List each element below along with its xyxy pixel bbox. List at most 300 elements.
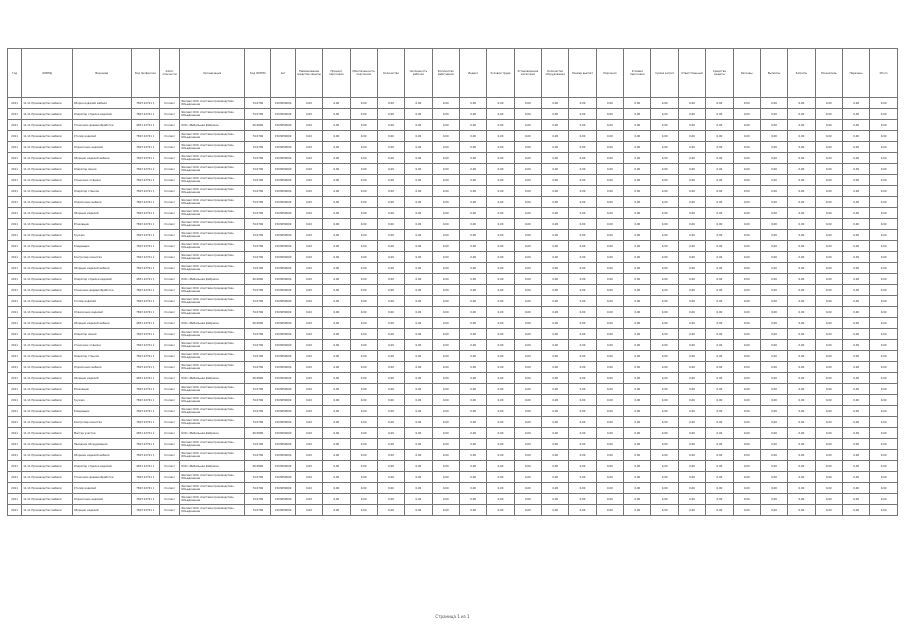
table-cell: 0,00: [405, 494, 432, 505]
table-row: [8, 98, 898, 109]
column-header: Условия труда: [487, 49, 514, 98]
table-cell: Столяр изделий: [72, 483, 131, 494]
table-cell: 0,00: [760, 472, 787, 483]
table-cell: 0,00: [514, 263, 541, 274]
table-cell: 0,00: [788, 252, 815, 263]
table-cell: 2011: [8, 142, 22, 153]
table-cell: 0,00: [788, 428, 815, 439]
table-cell: Филиал ООО «Система производства» Объединение: [180, 417, 245, 428]
table-cell: 0,00: [842, 373, 869, 384]
table-cell: 0,00: [815, 461, 842, 472]
table-cell: 0,00: [870, 197, 898, 208]
table-cell: 0,00: [542, 285, 569, 296]
table-cell: 0,00: [870, 340, 898, 351]
table-cell: 0,00: [487, 285, 514, 296]
table-cell: 0,00: [678, 208, 705, 219]
table-cell: 0,00: [706, 120, 733, 131]
table-cell: 0,00: [569, 230, 596, 241]
table-cell: 0,00: [706, 252, 733, 263]
table-row: [8, 362, 898, 373]
table-cell: 0,00: [542, 417, 569, 428]
table-cell: 11.11 Производство мебели: [22, 340, 73, 351]
table-cell: 0,00: [459, 285, 486, 296]
table-cell: 2011: [8, 406, 22, 417]
table-cell: 0,00: [624, 428, 651, 439]
table-cell: 0,00: [405, 362, 432, 373]
table-cell: 2011: [8, 450, 22, 461]
table-cell: 0,00: [514, 351, 541, 362]
table-cell: 11.11 Производство мебели: [22, 505, 73, 516]
table-cell: 0,00: [569, 450, 596, 461]
table-cell: 0,00: [624, 329, 651, 340]
table-cell: 0,00: [596, 197, 623, 208]
table-cell: 1503650000: [271, 142, 295, 153]
table-cell: 0,00: [788, 483, 815, 494]
table-cell: 0,00: [706, 186, 733, 197]
table-cell: 0,00: [350, 186, 377, 197]
table-cell: 0,00: [459, 307, 486, 318]
table-cell: 0,00: [815, 208, 842, 219]
table-cell: 74 6700: [245, 483, 271, 494]
table-cell: 0,00: [596, 450, 623, 461]
table-cell: 74 6700: [245, 417, 271, 428]
table-cell: 0,00: [377, 439, 404, 450]
table-cell: 2011: [8, 428, 22, 439]
table-cell: 0,00: [870, 428, 898, 439]
table-cell: 0,00: [295, 329, 322, 340]
table-cell: Столяр изделий: [72, 296, 131, 307]
table-cell: 0,00: [487, 417, 514, 428]
table-cell: 0,00: [706, 153, 733, 164]
table-cell: Сборщик изделий мебели: [72, 263, 131, 274]
table-cell: 74 6700: [245, 109, 271, 120]
table-cell: 0,00: [432, 461, 459, 472]
table-cell: 0,00: [870, 109, 898, 120]
table-cell: 0,00: [323, 219, 350, 230]
table-cell: 1503650000: [271, 329, 295, 340]
column-header: Численность рабочих: [405, 49, 432, 98]
table-cell: 0,00: [870, 483, 898, 494]
table-cell: Филиал ООО «Система производства» Объединение: [180, 351, 245, 362]
table-cell: 11.11 Производство мебели: [22, 406, 73, 417]
table-cell: 0,00: [706, 219, 733, 230]
table-cell: 0,00: [624, 494, 651, 505]
table-cell: 0,00: [569, 120, 596, 131]
table-cell: Станочник отделки: [72, 340, 131, 351]
table-cell: Контролер качества: [72, 417, 131, 428]
table-cell: 0,00: [377, 373, 404, 384]
table-cell: 0,00: [569, 197, 596, 208]
table-cell: 0,00: [624, 406, 651, 417]
table-cell: 0,00: [733, 230, 760, 241]
table-cell: 0,00: [733, 483, 760, 494]
table-cell: 46 6800: [245, 318, 271, 329]
table-cell: 0,00: [815, 285, 842, 296]
table-cell: 0,00: [733, 153, 760, 164]
table-cell: 0,00: [514, 318, 541, 329]
table-cell: 0,00: [678, 263, 705, 274]
table-cell: 0,00: [760, 439, 787, 450]
table-cell: 74 6700: [245, 98, 271, 109]
table-cell: 0,00: [295, 230, 322, 241]
table-cell: 0,00: [514, 208, 541, 219]
table-cell: III класс: [160, 417, 180, 428]
table-cell: 11.11 Производство мебели: [22, 175, 73, 186]
table-cell: 0,00: [405, 450, 432, 461]
table-cell: 0,00: [733, 505, 760, 516]
table-cell: 2011: [8, 351, 22, 362]
table-cell: 0,00: [514, 483, 541, 494]
table-cell: 0,00: [542, 164, 569, 175]
table-cell: 0,00: [788, 362, 815, 373]
table-cell: III класс: [160, 120, 180, 131]
table-cell: 11.11 Производство мебели: [22, 450, 73, 461]
table-cell: 0,00: [842, 329, 869, 340]
table-cell: III класс: [160, 395, 180, 406]
table-cell: 0,00: [788, 494, 815, 505]
table-cell: 0,00: [542, 384, 569, 395]
table-cell: 0,00: [870, 373, 898, 384]
table-cell: III класс: [160, 263, 180, 274]
table-row: [8, 450, 898, 461]
table-cell: 0,00: [569, 208, 596, 219]
table-cell: 0,00: [569, 131, 596, 142]
table-cell: 0,00: [569, 494, 596, 505]
table-row: [8, 307, 898, 318]
table-cell: 0,00: [706, 483, 733, 494]
table-cell: 0,00: [295, 98, 322, 109]
table-cell: 0,00: [350, 318, 377, 329]
table-cell: 74 6700: [245, 472, 271, 483]
table-cell: 74 6700: [245, 494, 271, 505]
table-cell: 0,00: [733, 142, 760, 153]
table-cell: 11.11 Производство мебели: [22, 153, 73, 164]
table-cell: 0,00: [842, 362, 869, 373]
table-cell: 0,00: [760, 494, 787, 505]
table-cell: Оператор станков: [72, 186, 131, 197]
table-cell: 0,00: [788, 439, 815, 450]
table-cell: 0,00: [596, 241, 623, 252]
table-cell: 0,00: [405, 142, 432, 153]
table-cell: 1503650000: [271, 307, 295, 318]
table-cell: 74 6700: [245, 285, 271, 296]
table-cell: 0,00: [377, 395, 404, 406]
table-cell: 1503650000: [271, 351, 295, 362]
table-cell: 0,00: [870, 461, 898, 472]
table-cell: 0,00: [377, 406, 404, 417]
table-cell: 0,00: [459, 230, 486, 241]
table-cell: ООО «Мебельная фабрика»: [180, 461, 245, 472]
table-cell: 0,00: [323, 329, 350, 340]
table-cell: 0,00: [624, 274, 651, 285]
table-cell: 0,00: [651, 153, 678, 164]
table-cell: 1503650000: [271, 472, 295, 483]
table-cell: 0,00: [432, 219, 459, 230]
table-cell: 0,00: [377, 175, 404, 186]
table-cell: 0,00: [323, 131, 350, 142]
table-cell: Филиал ООО «Система производства» Объединение: [180, 329, 245, 340]
table-cell: 0,00: [432, 483, 459, 494]
table-cell: 0,00: [842, 186, 869, 197]
table-cell: 0,00: [706, 351, 733, 362]
table-cell: 0,00: [760, 428, 787, 439]
table-cell: 0,00: [405, 197, 432, 208]
table-cell: 46 6800: [245, 274, 271, 285]
table-cell: 0,00: [459, 483, 486, 494]
table-cell: 0,00: [760, 120, 787, 131]
table-cell: 0,00: [459, 131, 486, 142]
table-cell: 0,00: [815, 329, 842, 340]
table-cell: 0,00: [350, 384, 377, 395]
table-cell: 0,00: [487, 307, 514, 318]
table-cell: 0,00: [596, 296, 623, 307]
table-cell: 0,00: [596, 406, 623, 417]
table-cell: 0,00: [760, 186, 787, 197]
table-cell: 0,00: [569, 406, 596, 417]
table-cell: 0,00: [842, 208, 869, 219]
table-cell: 7823 22721 1: [131, 219, 159, 230]
table-cell: 0,00: [706, 395, 733, 406]
column-header: Код профессии: [131, 49, 159, 98]
table-cell: 0,00: [678, 296, 705, 307]
table-cell: ООО «Мебельная фабрика»: [180, 274, 245, 285]
table-cell: 1503650000: [271, 263, 295, 274]
table-cell: 0,00: [569, 153, 596, 164]
table-cell: 0,00: [569, 329, 596, 340]
table-cell: 0,00: [842, 98, 869, 109]
table-cell: Мастер участка: [72, 428, 131, 439]
table-cell: 7823 22721 1: [131, 153, 159, 164]
table-cell: 0,00: [870, 362, 898, 373]
table-cell: 0,00: [295, 219, 322, 230]
table-cell: 0,00: [651, 307, 678, 318]
table-cell: III класс: [160, 241, 180, 252]
table-cell: 0,00: [432, 109, 459, 120]
table-row: [8, 428, 898, 439]
table-cell: 0,00: [432, 395, 459, 406]
table-cell: 11.11 Производство мебели: [22, 318, 73, 329]
table-cell: 0,00: [432, 153, 459, 164]
table-cell: 0,00: [651, 252, 678, 263]
table-cell: 0,00: [596, 252, 623, 263]
table-cell: 0,00: [323, 318, 350, 329]
table-cell: 1503650000: [271, 274, 295, 285]
table-cell: 0,00: [350, 307, 377, 318]
table-cell: III класс: [160, 428, 180, 439]
table-cell: 0,00: [514, 362, 541, 373]
table-cell: 11.11 Производство мебели: [22, 120, 73, 131]
table-cell: 0,00: [514, 472, 541, 483]
table-cell: 0,00: [350, 351, 377, 362]
table-cell: 0,00: [788, 285, 815, 296]
table-cell: 0,00: [733, 296, 760, 307]
table-cell: 7823 22721 1: [131, 406, 159, 417]
table-cell: 0,00: [760, 351, 787, 362]
table-cell: 0,00: [377, 186, 404, 197]
table-cell: 0,00: [624, 263, 651, 274]
table-cell: 0,00: [733, 494, 760, 505]
table-cell: 0,00: [760, 483, 787, 494]
table-cell: 7823 22721 1: [131, 362, 159, 373]
table-cell: 0,00: [596, 384, 623, 395]
table-cell: 0,00: [788, 186, 815, 197]
table-cell: 2011: [8, 318, 22, 329]
table-cell: 46 6800: [245, 428, 271, 439]
table-cell: Филиал ООО «Система производства» Объединение: [180, 296, 245, 307]
table-cell: 0,00: [432, 351, 459, 362]
table-cell: 0,00: [842, 120, 869, 131]
table-cell: 0,00: [733, 186, 760, 197]
table-cell: 11.11 Производство мебели: [22, 164, 73, 175]
table-cell: 0,00: [514, 164, 541, 175]
table-cell: 0,00: [295, 153, 322, 164]
table-cell: 0,00: [815, 340, 842, 351]
table-cell: 0,00: [350, 142, 377, 153]
table-cell: 2011: [8, 274, 22, 285]
table-cell: 0,00: [487, 406, 514, 417]
table-cell: 0,00: [842, 307, 869, 318]
table-cell: Отделочник изделий: [72, 307, 131, 318]
table-row: [8, 153, 898, 164]
table-cell: 0,00: [815, 384, 842, 395]
table-cell: 0,00: [706, 175, 733, 186]
table-cell: 0,00: [678, 109, 705, 120]
table-cell: 0,00: [815, 197, 842, 208]
table-cell: 0,00: [596, 373, 623, 384]
table-cell: Филиал ООО «Система производства» Объединение: [180, 142, 245, 153]
table-cell: 2011: [8, 186, 22, 197]
table-cell: 0,00: [432, 340, 459, 351]
table-cell: 0,00: [706, 197, 733, 208]
table-cell: 2011: [8, 307, 22, 318]
table-cell: 0,00: [596, 351, 623, 362]
table-cell: 0,00: [405, 351, 432, 362]
table-cell: 0,00: [596, 307, 623, 318]
table-cell: 0,00: [815, 241, 842, 252]
table-cell: 0,00: [706, 362, 733, 373]
table-cell: III класс: [160, 197, 180, 208]
table-cell: 0,00: [624, 230, 651, 241]
table-cell: 0,00: [678, 461, 705, 472]
table-cell: 1503650000: [271, 241, 295, 252]
table-cell: 0,00: [842, 439, 869, 450]
table-cell: 0,00: [459, 461, 486, 472]
table-cell: Филиал ООО «Система производства» Объединение: [180, 252, 245, 263]
table-cell: 0,00: [706, 461, 733, 472]
table-cell: 0,00: [870, 252, 898, 263]
table-cell: Филиал ООО «Система производства» Объединение: [180, 450, 245, 461]
table-cell: 0,00: [733, 274, 760, 285]
table-cell: 0,00: [788, 384, 815, 395]
table-cell: 0,00: [624, 483, 651, 494]
table-cell: 0,00: [678, 395, 705, 406]
table-cell: 0,00: [514, 417, 541, 428]
table-cell: 0,00: [569, 307, 596, 318]
table-cell: 0,00: [405, 120, 432, 131]
table-cell: Филиал ООО «Система производства» Объединение: [180, 406, 245, 417]
table-cell: 0,00: [459, 296, 486, 307]
table-cell: 0,00: [760, 197, 787, 208]
table-cell: 0,00: [870, 395, 898, 406]
table-cell: 0,00: [733, 120, 760, 131]
table-cell: 2011: [8, 417, 22, 428]
table-cell: 0,00: [870, 274, 898, 285]
table-cell: 0,00: [405, 373, 432, 384]
table-cell: 0,00: [624, 241, 651, 252]
table-cell: 0,00: [350, 428, 377, 439]
table-cell: Филиал ООО «Система производства» Объединение: [180, 439, 245, 450]
table-row: [8, 494, 898, 505]
table-row: [8, 406, 898, 417]
table-cell: 7823 22721 1: [131, 417, 159, 428]
table-row: [8, 439, 898, 450]
column-header: Количество оборудования: [542, 49, 569, 98]
table-cell: 0,00: [788, 142, 815, 153]
table-cell: 0,00: [350, 208, 377, 219]
table-cell: Сборщик изделий мебели: [72, 153, 131, 164]
table-row: [8, 318, 898, 329]
table-cell: 0,00: [596, 505, 623, 516]
table-cell: 0,00: [733, 461, 760, 472]
table-cell: 0,00: [295, 417, 322, 428]
table-cell: 0,00: [323, 98, 350, 109]
table-cell: 0,00: [295, 274, 322, 285]
table-cell: 0,00: [377, 164, 404, 175]
column-header: Ответственный: [678, 49, 705, 98]
table-cell: 1503650000: [271, 164, 295, 175]
table-cell: 0,00: [651, 329, 678, 340]
table-cell: 2011: [8, 230, 22, 241]
table-cell: 0,00: [651, 340, 678, 351]
table-cell: 0,00: [569, 483, 596, 494]
table-cell: 0,00: [432, 241, 459, 252]
table-cell: 2011: [8, 373, 22, 384]
table-cell: 0,00: [870, 296, 898, 307]
table-cell: 0,00: [596, 208, 623, 219]
table-cell: 74 6700: [245, 252, 271, 263]
table-cell: 0,00: [350, 252, 377, 263]
table-cell: Сборщик изделий: [72, 208, 131, 219]
table-cell: 0,00: [377, 131, 404, 142]
table-cell: III класс: [160, 175, 180, 186]
table-cell: 0,00: [323, 208, 350, 219]
table-cell: 0,00: [733, 428, 760, 439]
table-cell: 0,00: [542, 395, 569, 406]
table-row: [8, 461, 898, 472]
table-cell: 0,00: [295, 197, 322, 208]
table-cell: 0,00: [651, 417, 678, 428]
table-cell: 0,00: [295, 164, 322, 175]
table-cell: 0,00: [651, 241, 678, 252]
table-cell: 0,00: [870, 307, 898, 318]
table-cell: 0,00: [459, 241, 486, 252]
table-cell: 0,00: [760, 109, 787, 120]
table-cell: 2011: [8, 164, 22, 175]
table-cell: 0,00: [733, 197, 760, 208]
table-cell: 0,00: [459, 153, 486, 164]
table-cell: 0,00: [514, 494, 541, 505]
table-row: [8, 109, 898, 120]
column-header: Итого: [870, 49, 898, 98]
table-cell: 0,00: [569, 164, 596, 175]
table-cell: 0,00: [405, 175, 432, 186]
table-cell: 0,00: [733, 263, 760, 274]
table-cell: 0,00: [815, 219, 842, 230]
table-cell: 0,00: [596, 395, 623, 406]
table-cell: 0,00: [459, 186, 486, 197]
table-cell: 0,00: [870, 142, 898, 153]
table-cell: 0,00: [678, 142, 705, 153]
